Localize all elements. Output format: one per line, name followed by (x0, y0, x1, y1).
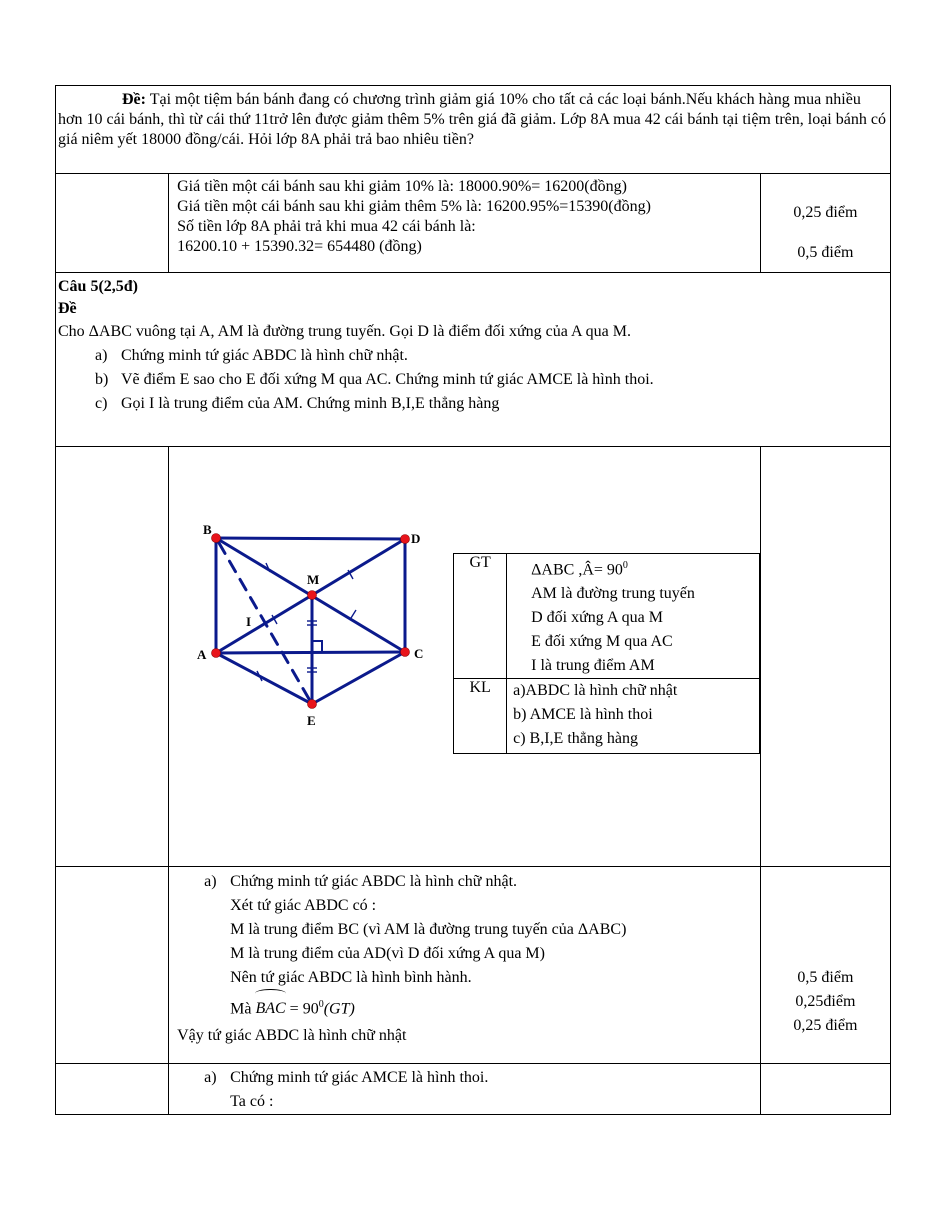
solution-line: 16200.10 + 15390.32= 654480 (đồng) (177, 238, 422, 255)
proof-angle-line: Mà BAC = $90^0(GT)$ (177, 990, 760, 1024)
proof-conclusion: Vậy tứ giác ABDC là hình chữ nhật (177, 1027, 407, 1045)
gt-line: D đối xứng A qua M (531, 609, 663, 627)
question-part (58, 368, 890, 392)
gt-line: I là trung điểm AM (531, 657, 655, 675)
kl-line: a)ABDC là hình chữ nhật (513, 682, 678, 700)
label-A: A (197, 647, 207, 662)
solution-line: Giá tiền một cái bánh sau khi giảm 10% là: 18000.90%= 16200(đồng) (177, 178, 627, 195)
score: 0,25điểm (795, 993, 856, 1010)
label-E: E (307, 713, 316, 728)
proof-a-cell (169, 867, 761, 1064)
proof-line: M là trung điểm BC (vì AM là đường trung tuyến của ΔABC) (230, 921, 627, 938)
point-A (212, 649, 221, 658)
part-marker: a) (95, 347, 108, 364)
segment-BD (216, 538, 405, 539)
label-M: M (307, 572, 320, 587)
empty-cell (760, 1064, 890, 1115)
problem-label: Đề: (122, 91, 146, 108)
question-cell (56, 273, 891, 447)
empty-cell (56, 867, 169, 1064)
problem-text: Tại một tiệm bán bánh đang có chương trình giảm giá 10% cho tất cả các loại bánh.Nếu khách hàng mua nhiều hơn 10 cái bánh, thì từ cái thứ 11trở lên được giảm thêm 5% trên giá đã giảm. Lớp 8A mua 42 cái bánh tại tiệm trên, loại bánh có giá niêm yết 18000 đồng/cái. Hỏi lớp 8A phải trả bao nhiêu tiền? (58, 91, 886, 148)
empty-cell (56, 447, 169, 867)
point-C (401, 648, 410, 657)
kl-line: c) B,I,E thẳng hàng (513, 730, 638, 748)
answer-key-table (55, 85, 891, 1115)
kl-line: b) AMCE là hình thoi (513, 706, 653, 724)
label-B: B (203, 522, 212, 537)
point-D (401, 535, 410, 544)
label-D: D (411, 531, 421, 546)
point-B (212, 534, 221, 543)
kl-label: KL (454, 679, 507, 754)
question-part (58, 392, 890, 416)
part-text: Vẽ điểm E sao cho E đối xứng M qua AC. Chứng minh tứ giác AMCE là hình thoi. (121, 371, 654, 388)
de-label: Đề (58, 300, 77, 317)
label-I: I (246, 614, 252, 629)
tick-mark (351, 610, 356, 618)
question-title: Câu 5(2,5đ) (58, 278, 139, 295)
part-text: Chứng minh tứ giác ABDC là hình chữ nhật. (121, 347, 408, 364)
score: 0,25 điểm (793, 1017, 858, 1034)
label-C: C (414, 646, 424, 661)
point-M (308, 591, 317, 600)
solution-line: Giá tiền một cái bánh sau khi giảm thêm 5% là: 16200.95%=15390(đồng) (177, 198, 651, 215)
gt-content (507, 554, 760, 679)
part-text: Gọi I là trung điểm của AM. Chứng minh B,I,E thẳng hàng (121, 395, 500, 412)
score: 0,25 điểm (793, 204, 858, 221)
score-cell (760, 174, 890, 273)
gt-line: ΔABC ,Â= $90^0$ (531, 560, 628, 579)
point-E (308, 700, 317, 709)
proof-b-cell (169, 1064, 761, 1115)
segment-CE (312, 652, 405, 704)
problem-cell (56, 86, 891, 174)
proof-line: Xét tứ giác ABDC có : (230, 897, 377, 914)
score: 0,5 điểm (797, 244, 854, 261)
empty-cell (760, 447, 890, 867)
score: 0,5 điểm (797, 969, 854, 986)
question-part (58, 344, 890, 368)
gt-label: GT (454, 554, 507, 679)
gt-line: E đối xứng M qua AC (531, 633, 673, 651)
solution-cell (169, 174, 761, 273)
figure-cell (169, 447, 761, 867)
angle-BAC: BAC (255, 994, 285, 1024)
proof-line: M là trung điểm của AD(vì D đối xứng A qua M) (230, 945, 545, 962)
proof-line: Nên tứ giác ABDC là hình bình hành. (230, 969, 472, 986)
problem-statement (56, 86, 890, 150)
gt-line: AM là đường trung tuyến (531, 585, 695, 603)
question-intro: Cho ΔABC vuông tại A, AM là đường trung tuyến. Gọi D là điểm đối xứng của A qua M. (58, 323, 631, 340)
proof-line: Ta có : (230, 1093, 274, 1110)
empty-cell (56, 1064, 169, 1115)
part-marker: c) (95, 395, 108, 412)
kl-content (507, 679, 760, 754)
empty-cell (56, 174, 169, 273)
gt-kl-table (453, 553, 760, 754)
proof-part-title: a) Chứng minh tứ giác AMCE là hình thoi. (204, 1069, 489, 1086)
proof-part-title: a) Chứng minh tứ giác ABDC là hình chữ nhật. (204, 873, 518, 890)
part-marker: b) (95, 371, 109, 388)
solution-line: Số tiền lớp 8A phải trả khi mua 42 cái bánh là: (177, 218, 476, 235)
score-cell (760, 867, 890, 1064)
